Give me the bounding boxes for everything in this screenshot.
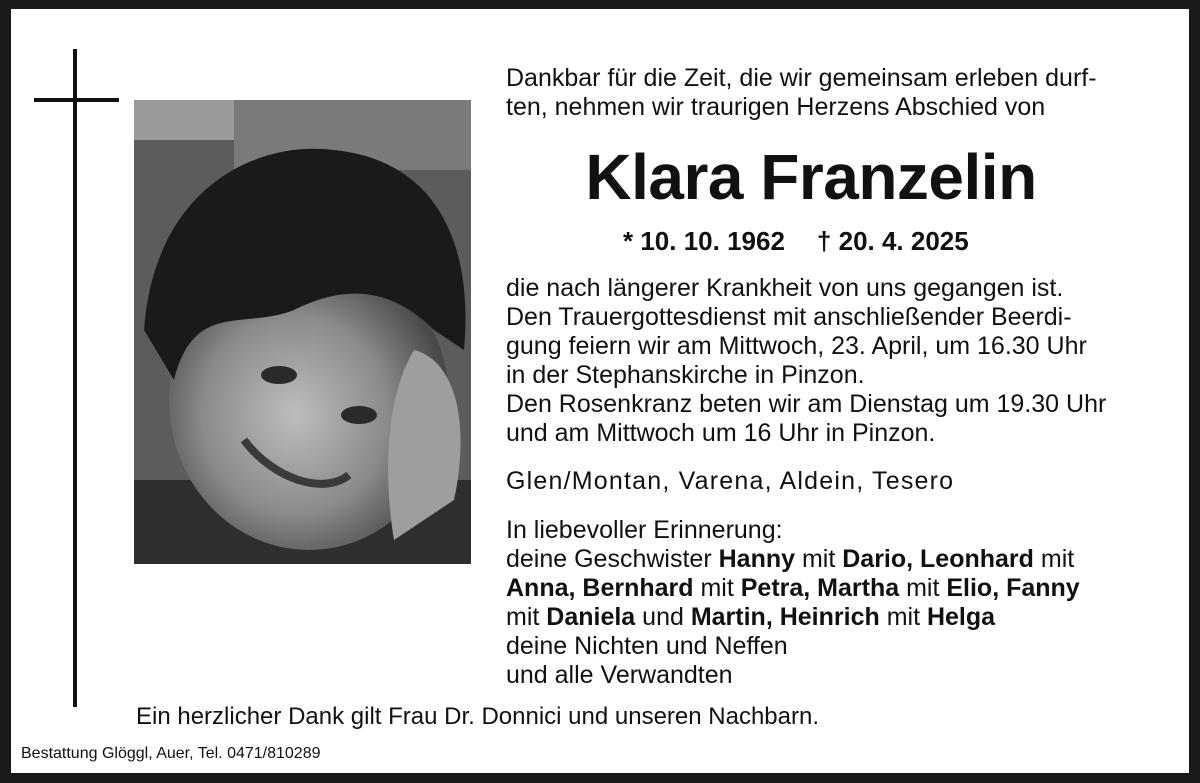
name-bold: Helga — [926, 603, 996, 631]
mourners-line: deine Nichten und Neffen — [506, 632, 788, 660]
intro-line: ten, nehmen wir traurigen Herzens Abschied von — [506, 93, 1046, 121]
mourners-line — [506, 603, 1080, 632]
intro-text — [506, 64, 1097, 122]
portrait-photo — [134, 100, 471, 564]
name-bold: Anna, Bernhard — [506, 574, 694, 602]
body-line: und am Mittwoch um 16 Uhr in Pinzon. — [506, 419, 936, 447]
places-line: Glen/Montan, Varena, Aldein, Tesero — [506, 467, 955, 495]
cross-icon — [73, 49, 77, 707]
mourners-line — [506, 574, 1080, 603]
body-line: Den Trauergottesdienst mit anschließender Beerdi- — [506, 303, 1072, 331]
birth-date: * 10. 10. 1962 — [623, 226, 785, 256]
name-bold: Dario, Leonhard — [842, 545, 1034, 573]
name-bold: Martin, Heinrich — [690, 603, 880, 631]
cross-icon-bar — [34, 98, 119, 102]
name-bold: Hanny — [718, 545, 796, 573]
text: mit — [899, 574, 947, 602]
memory-heading: In liebevoller Erinnerung: — [506, 516, 783, 544]
deceased-name: Klara Franzelin — [585, 141, 1037, 213]
mourners-line — [506, 545, 1080, 574]
text: mit — [1033, 545, 1075, 573]
text: mit — [795, 545, 843, 573]
life-dates — [623, 226, 969, 257]
mourners-list — [506, 516, 1080, 690]
death-date: † 20. 4. 2025 — [816, 226, 969, 256]
service-details — [506, 274, 1106, 448]
mourners-line: und alle Verwandten — [506, 661, 733, 689]
funeral-home-footer: Bestattung Glöggl, Auer, Tel. 0471/810289 — [21, 745, 321, 762]
body-line: in der Stephanskirche in Pinzon. — [506, 361, 865, 389]
text: und — [635, 603, 691, 631]
text: mit — [506, 603, 547, 631]
text: mit — [693, 574, 741, 602]
intro-line: Dankbar für die Zeit, die wir gemeinsam erleben durf- — [506, 64, 1097, 92]
text: mit — [879, 603, 927, 631]
text: deine Geschwister — [506, 545, 719, 573]
body-line: die nach längerer Krankheit von uns gegangen ist. — [506, 274, 1064, 302]
name-bold: Daniela — [546, 603, 636, 631]
thanks-line: Ein herzlicher Dank gilt Frau Dr. Donnici und unseren Nachbarn. — [136, 703, 820, 730]
name-bold: Elio, Fanny — [946, 574, 1080, 602]
body-line: gung feiern wir am Mittwoch, 23. April, um 16.30 Uhr — [506, 332, 1087, 360]
obituary-card — [11, 9, 1189, 773]
name-bold: Petra, Martha — [740, 574, 900, 602]
body-line: Den Rosenkranz beten wir am Dienstag um 19.30 Uhr — [506, 390, 1107, 418]
